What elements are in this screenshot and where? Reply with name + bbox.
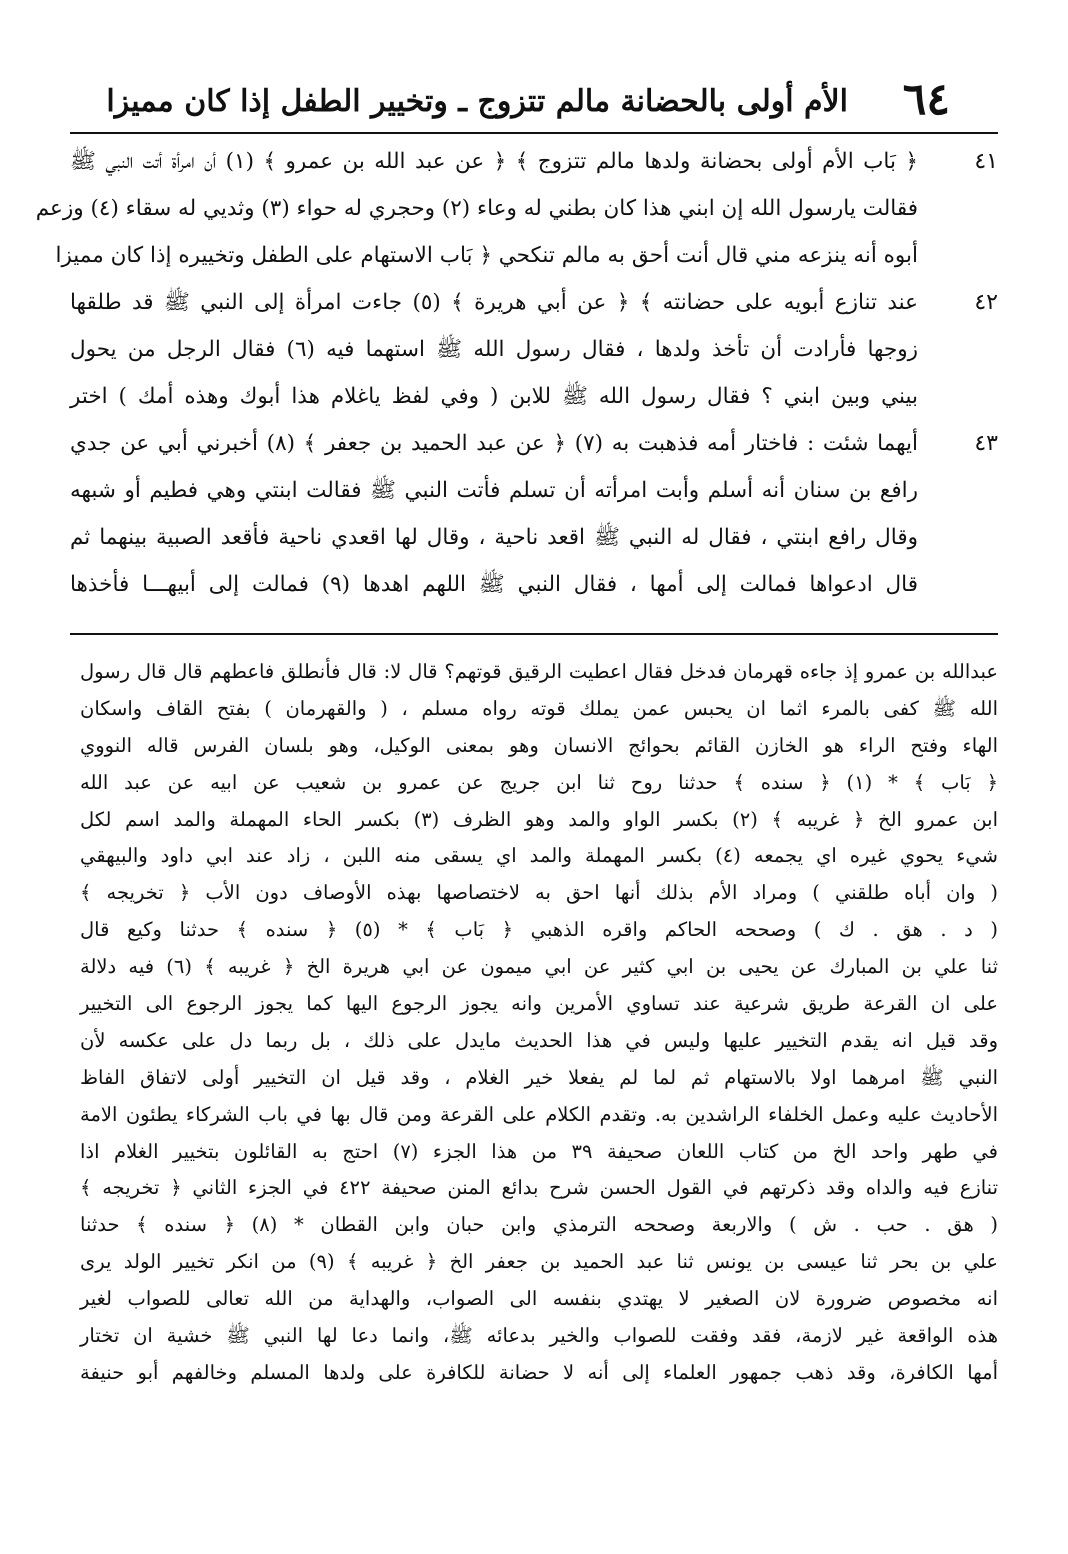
footnote-divider — [70, 633, 998, 635]
hadith-number: ٤١ — [974, 149, 998, 174]
text-line — [70, 373, 998, 420]
page-number: ٦٤ — [902, 74, 950, 125]
text-line — [35, 185, 998, 232]
footnote-line: شيء يحوي غيره اي يجمعه (٤) بكسر المهملة والمد اي يسقى منه اللبن ، زاد عند ابي داود والبيهقي — [80, 844, 998, 868]
footnote-line: ابن عمرو الخ ﴿ غريبه ﴾ (٢) بكسر الواو والمد وهو الظرف (٣) بكسر الحاء المهملة والمد اسم لكل — [80, 807, 999, 831]
hadith-line: فقالت يارسول الله إن ابني هذا كان بطني له وعاء (٢) وحجري له حواء (٣) وثديي له سقاء (٤) وزعم — [35, 196, 918, 221]
text-line — [70, 420, 998, 467]
hadith-line: وقال رافع ابنتي ، فقال له النبي ﷺ اقعد ناحية ، وقال لها اقعدي ناحية فأقعد الصبية بينهما ثم — [70, 525, 918, 550]
page-header — [70, 72, 998, 134]
text-line — [70, 467, 998, 514]
text-line — [55, 232, 998, 279]
footnote-line: هذه الواقعة غير لازمة، فقد وفقت للصواب والخير بدعائه ﷺ، وانما دعا لها النبي ﷺ خشية ان تختار — [80, 1324, 998, 1348]
text-line — [70, 326, 998, 373]
footnote-line: علي بن بحر ثنا عيسى بن يونس ثنا عبد الحميد بن جعفر الخ ﴿ غريبه ﴾ (٩) من انكر تخيير الولد يرى — [80, 1250, 998, 1274]
text-line — [70, 138, 998, 185]
hadith-line: قال ادعواها فمالت إلى أمها ، فقال النبي ﷺ اللهم اهدها (٩) فمالت إلى أبيهـــا فأخذها — [70, 572, 918, 597]
footnotes — [80, 654, 998, 1392]
footnote-line: الأحاديث عليه وعمل الخلفاء الراشدين به. وتقدم الكلام على القرعة ومن قال بها في باب الشركاء يطئون الامة — [80, 1102, 998, 1126]
text-line — [70, 514, 998, 561]
hadith-line: رافع بن سنان أنه أسلم وأبت امرأته أن تسلم فأتت النبي ﷺ فقالت ابنتي وهي فطيم أو شبهه — [70, 478, 918, 503]
footnote-line: وقد قيل انه يقدم التخيير عليها وليس في هذا الحديث مايدل على ذلك ، بل ربما دل على عكسه لأن — [80, 1028, 998, 1052]
main-text — [35, 138, 998, 608]
hadith-line: عند تنازع أبويه على حضانته ﴾ ﴿ عن أبي هريرة ﴾ (٥) جاءت امرأة إلى النبي ﷺ قد طلقها — [70, 290, 918, 315]
footnote-line: ( وان أباه طلقني ) ومراد الأم بذلك أنها احق به لاختصاصها بهذه الأوصاف دون الأب ﴿ تخريجه ﴾ — [80, 881, 998, 905]
footnote-line: على ان القرعة طريق شرعية عند تساوي الأمرين وانه يجوز الرجوع اليها كما يجوز الرجوع الى التخيير — [80, 992, 998, 1016]
footnote-line: أمها الكافرة، وقد ذهب جمهور العلماء إلى أنه لا حضانة للكافرة على ولدها المسلم وخالفهم أبو حنيفة — [80, 1360, 998, 1384]
footnote-line: ﴿ بَاب ﴾ * (١) ﴿ سنده ﴾ حدثنا روح ثنا ابن جريج عن عمرو بن شعيب عن ابيه عن عبد الله — [80, 770, 998, 794]
hadith-line: بيني وبين ابني ؟ فقال رسول الله ﷺ للابن ( وفي لفظ ياغلام هذا أبوك وهذه أمك ) اختر — [70, 384, 918, 409]
hadith-line: أبوه أنه ينزعه مني قال أنت أحق به مالم تنكحي ﴿ بَاب الاستهام على الطفل وتخييره إذا كان مميزا — [55, 243, 918, 268]
hadith-line: زوجها فأرادت أن تأخذ ولدها ، فقال رسول الله ﷺ استهما فيه (٦) فقال الرجل من يحول — [70, 337, 918, 362]
footnote-line: ( هق . حب . ش ) والاربعة وصححه الترمذي وابن حبان وابن القطان * (٨) ﴿ سنده ﴾ حدثنا — [80, 1213, 998, 1237]
footnote-line: ثنا علي بن المبارك عن يحيى بن ابي كثير عن ابي ميمون عن ابي هريرة الخ ﴿ غريبه ﴾ (٦) فيه دلالة — [80, 955, 998, 979]
footnote-line: في طهر واحد الخ من كتاب اللعان صحيفة ٣٩ من هذا الجزء (٧) احتج به القائلون بتخيير الغلام اذا — [80, 1139, 998, 1163]
footnote-line: تنازع فيه والداه وقد ذكرتهم في القول الحسن شرح بدائع المنن صحيفة ٤٢٢ في الجزء الثاني ﴿ تخريجه ﴾ — [80, 1176, 998, 1200]
text-line — [70, 279, 998, 326]
hadith-line: ﴿ بَاب الأم أولى بحضانة ولدها مالم تتزوج ﴾ ﴿ عن عبد الله بن عمرو ﴾ (١) أن امرأة أتت النبي ﷺ — [70, 149, 918, 174]
hadith-number: ٤٣ — [974, 431, 998, 456]
footnote-line: النبي ﷺ امرهما اولا بالاستهام ثم لما لم يفعلا خير الغلام ، وقد قيل ان التخيير أولى لاتفاق الفاظ — [80, 1065, 998, 1089]
hadith-line: أيهما شئت : فاختار أمه فذهبت به (٧) ﴿ عن عبد الحميد بن جعفر ﴾ (٨) أخبرني أبي عن جدي — [70, 431, 918, 456]
footnote-line: انه مخصوص ضرورة لان الصغير لا يهتدي بنفسه الى الصواب، والهداية من الله تعالى للصواب لغير — [80, 1287, 998, 1311]
footnote-line: الهاء وفتح الراء هو الخازن القائم بحوائج الانسان وهو بمعنى الوكيل، وهو بلسان الفرس قاله النووي — [80, 733, 998, 757]
footnote-line: الله ﷺ كفى بالمرء اثما ان يحبس عمن يملك قوته رواه مسلم ، ( والقهرمان ) بفتح القاف واسكان — [80, 696, 998, 720]
running-title: الأم أولى بالحضانة مالم تتزوج ـ وتخيير الطفل إذا كان مميزا — [106, 84, 848, 119]
footnote-line: ( د . هق . ك ) وصححه الحاكم واقره الذهبي ﴿ بَاب ﴾ * (٥) ﴿ سنده ﴾ حدثنا وكيع قال — [80, 918, 999, 942]
text-line — [70, 561, 998, 608]
footnote-line: عبدالله بن عمرو إذ جاءه قهرمان فدخل فقال اعطيت الرقيق قوتهم؟ قال لا: قال فأنطلق فاعطهم قال قال رسول — [80, 660, 998, 683]
hadith-number: ٤٢ — [974, 290, 998, 315]
